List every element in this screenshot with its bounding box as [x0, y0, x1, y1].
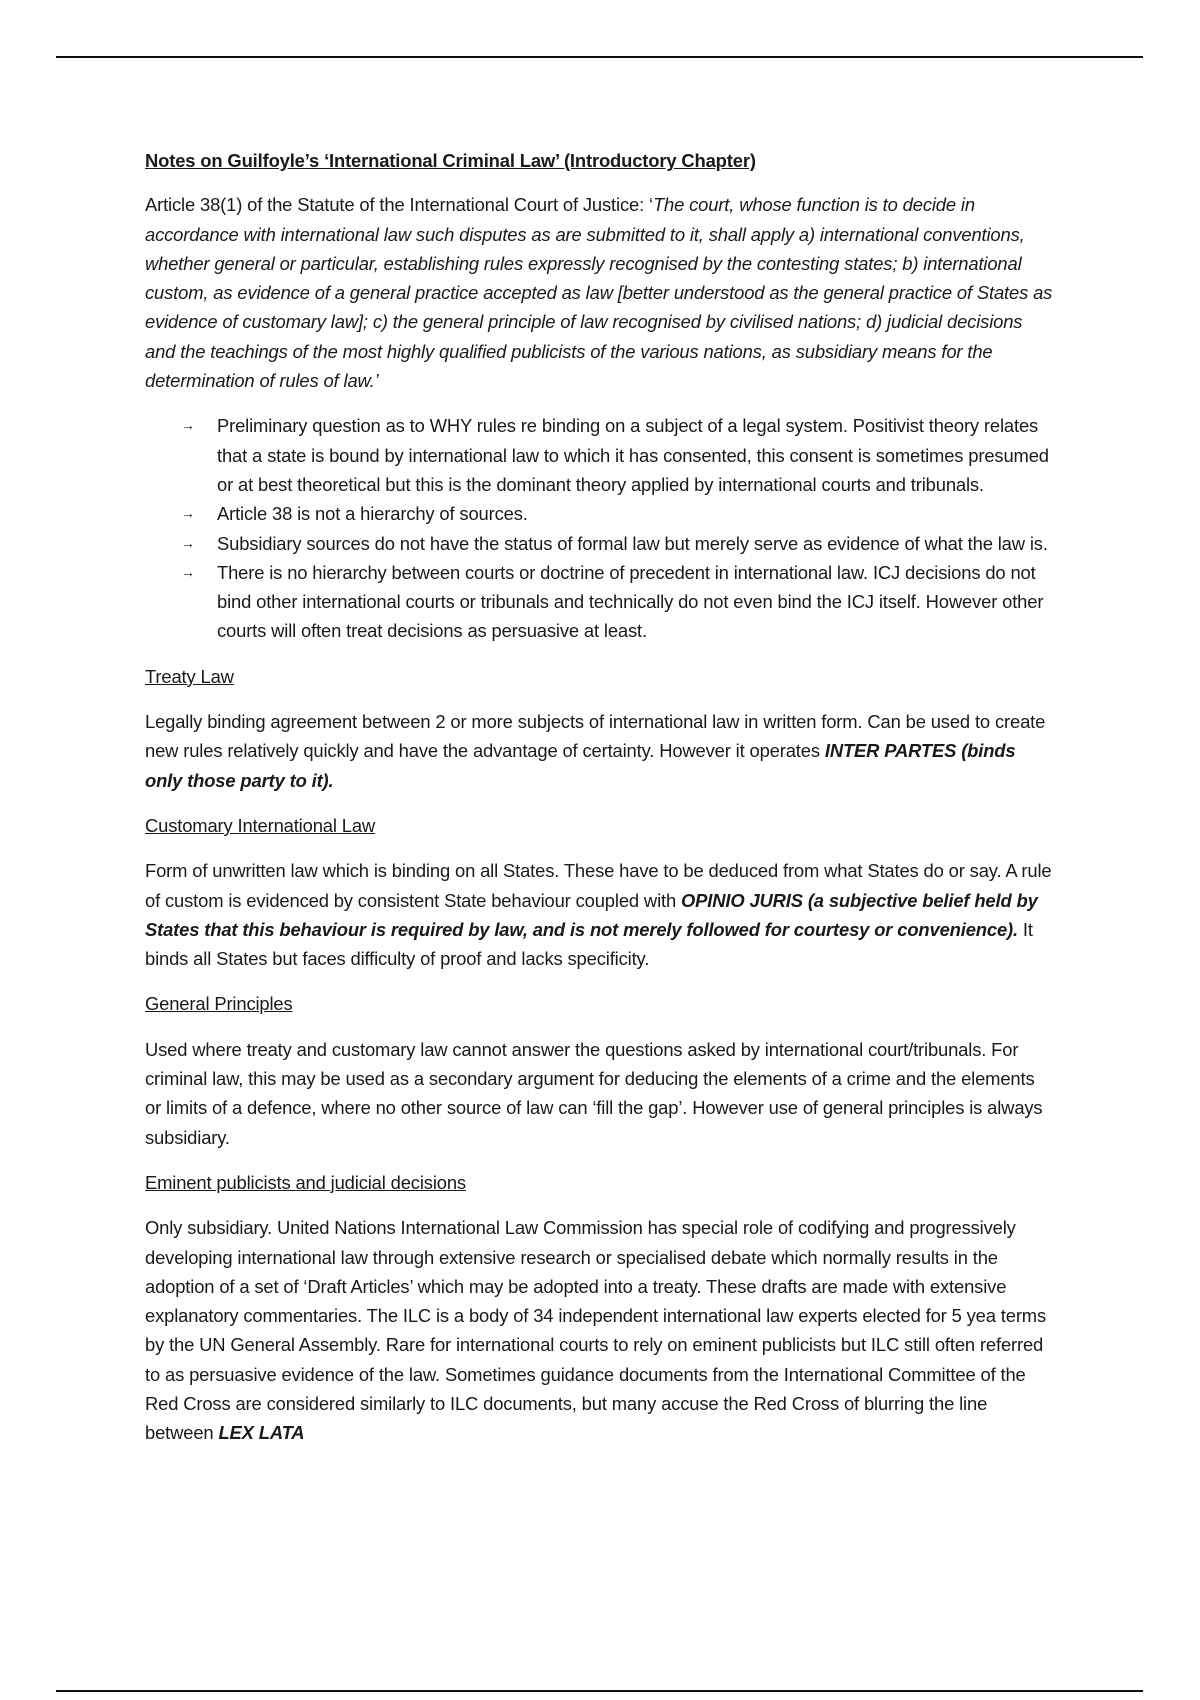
arrow-right-icon: → [181, 417, 195, 434]
customary-law-text: Form of unwritten law which is binding on all States. These have to be deduced from what States do or say. A rule of custom is evidenced by consistent State behaviour coupled with [145, 860, 1052, 911]
notes-bullet-list [145, 411, 1055, 645]
inter-partes-emphasis: INTER PARTES (binds only those party to it). [145, 740, 1016, 791]
list-item [145, 529, 1055, 558]
list-item [145, 499, 1055, 528]
eminent-publicists-heading: Eminent publicists and judicial decisions [145, 1171, 466, 1193]
list-item [145, 558, 1055, 646]
treaty-law-text: Legally binding agreement between 2 or more subjects of international law in written form. Can be used to create new rules relatively quickly and have the advantage of certainty. However it operates [145, 711, 1046, 762]
list-item-text: There is no hierarchy between courts or doctrine of precedent in international law. ICJ decisions do not bind other international courts or tribunals and technically do not even bind the ICJ itself. However other courts will often treat decisions as persuasive at least. [217, 561, 1044, 642]
arrow-right-icon: → [181, 505, 195, 522]
eminent-publicists-text: Only subsidiary. United Nations International Law Commission has special role of codifying and progressively developing international law through extensive research or specialised debate which normally results in the adoption of a set of ‘Draft Articles’ which may be adopted into a treaty. These drafts are made with extensive explanatory commentaries. The ILC is a body of 34 independent international law experts elected for 5 yea terms by the UN General Assembly. Rare for international courts to rely on eminent publicists but ILC still often referred to as persuasive evidence of the law. Sometimes guidance documents from the International Committee of the Red Cross are considered similarly to ILC documents, but many accuse the Red Cross of blurring the line between [145, 1217, 1047, 1444]
document-body [145, 146, 1055, 1464]
lex-lata-emphasis: LEX LATA [218, 1422, 305, 1444]
article-38-paragraph [145, 190, 1055, 395]
arrow-right-icon: → [181, 534, 195, 551]
header-rule [56, 56, 1143, 58]
eminent-publicists-paragraph [145, 1213, 1055, 1447]
general-principles-heading: General Principles [145, 993, 293, 1015]
list-item-text: Article 38 is not a hierarchy of sources. [217, 503, 528, 525]
treaty-law-paragraph [145, 707, 1055, 795]
opinio-juris-emphasis: OPINIO JURIS (a subjective belief held by States that this behaviour is required by law, and is not merely followed for courtesy or convenience). [145, 889, 1038, 940]
article-38-intro: Article 38(1) of the Statute of the International Court of Justice: ‘ [145, 194, 653, 216]
customary-law-text-after: It binds all States but faces difficulty of proof and lacks specificity. [145, 918, 1033, 970]
document-title: Notes on Guilfoyle’s ‘International Criminal Law’ (Introductory Chapter) [145, 150, 756, 171]
general-principles-paragraph: Used where treaty and customary law cannot answer the questions asked by international court/tribunals. For criminal law, this may be used as a secondary argument for deducing the elements of a crime and the elements or limits of a defence, where no other source of law can ‘fill the gap’. However use of general principles is always subsidiary. [145, 1038, 1043, 1148]
footer-rule [56, 1690, 1143, 1692]
list-item-text: Preliminary question as to WHY rules re binding on a subject of a legal system. Positivist theory relates that a state is bound by international law to which it has consented, this consent is sometimes presumed or at best theoretical but this is the dominant theory applied by international courts and tribunals. [217, 415, 1049, 495]
treaty-law-heading: Treaty Law [145, 665, 234, 687]
arrow-right-icon: → [181, 563, 195, 580]
list-item-text: Subsidiary sources do not have the status of formal law but merely serve as evidence of what the law is. [217, 532, 1048, 554]
customary-law-heading: Customary International Law [145, 814, 376, 836]
article-38-quote: The court, whose function is to decide in accordance with international law such disputes as are submitted to it, shall apply a) international conventions, whether general or particular, establishing rules expressly recognised by the contesting states; b) international custom, as evidence of a general practice accepted as law [better understood as the general practice of States as evidence of customary law]; c) the general principle of law recognised by civilised nations; d) judicial decisions and the teachings of the most highly qualified publicists of the various nations, as subsidiary means for the determination of rules of law.’ [145, 194, 1053, 392]
customary-law-paragraph [145, 856, 1055, 973]
list-item [145, 411, 1055, 499]
